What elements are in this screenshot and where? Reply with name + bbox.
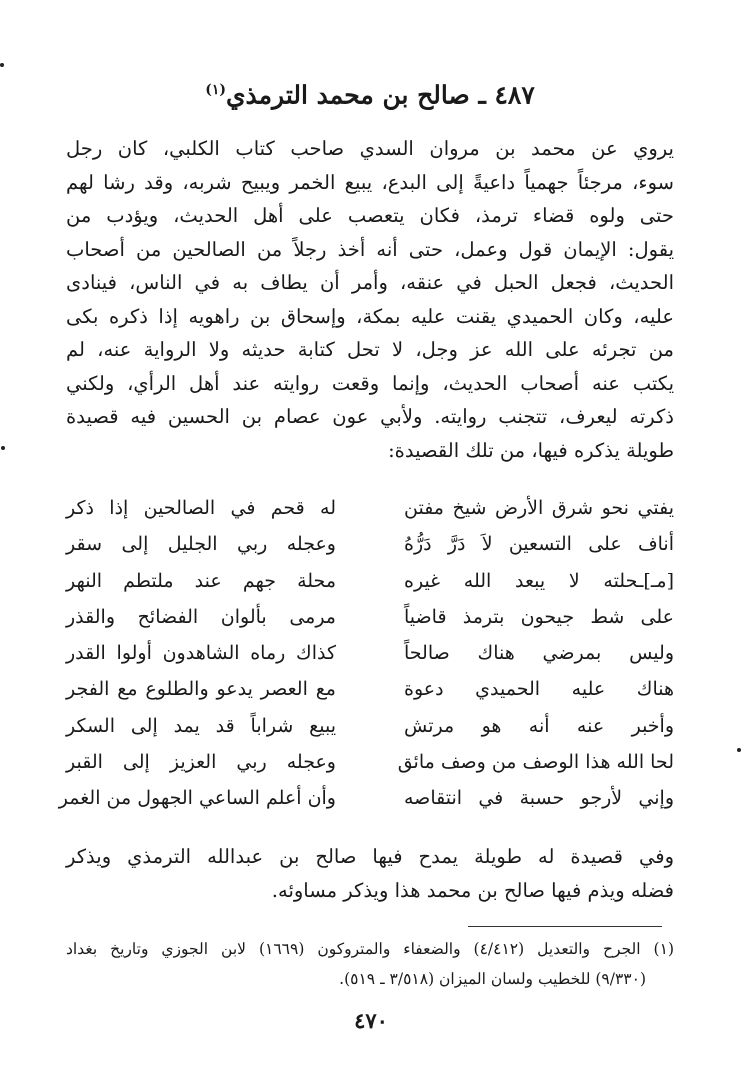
footnote-line: (١) الجرح والتعديل (٤/٤١٢) والضعفاء والمتروكون (١٦٦٩) لابن الجوزي وتاريخ بغداد — [66, 940, 674, 958]
verse-second-hemistich: يبيع شراباً قد يمد إلى السكر — [66, 714, 336, 737]
poem-verse — [66, 599, 674, 635]
text-line: وفي قصيدة له طويلة يمدح فيها صالح بن عبدالله الترمذي ويذكر — [66, 845, 674, 868]
verse-first-hemistich: أناف على التسعين لاَ دَرَّ دَرُّهُ — [404, 533, 674, 556]
footnote-line: (٩/٣٣٠) للخطيب ولسان الميزان (٣/٥١٨ ـ ٥١٩). — [339, 970, 646, 988]
verse-second-hemistich: مع العصر يدعو والطلوع مع الفجر — [66, 678, 336, 701]
verse-first-hemistich: وليس بمرضي هناك صالحاً — [404, 642, 674, 665]
margin-mark-middle — [1, 446, 5, 450]
verse-second-hemistich: وعجله ربي الجليل إلى سقر — [66, 533, 336, 556]
verse-first-hemistich: هناك عليه الحميدي دعوة — [404, 678, 674, 701]
text-line: طويلة يذكره فيها، من تلك القصيدة: — [388, 438, 674, 462]
page-number: ٤٧٠ — [354, 1008, 388, 1033]
margin-mark-right — [737, 748, 741, 752]
text-line: يقول: الإيمان قول وعمل، حتى أنه أخذ رجلاً من الصالحين من أصحاب — [66, 237, 674, 261]
text-line: عليه، وكان الحميدي يقنت عليه بمكة، وإسحاق بن راهويه إذا ذكره بكى — [66, 304, 674, 328]
text-line: فضله ويذم فيها صالح بن محمد هذا ويذكر مساوئه. — [271, 878, 674, 902]
verse-first-hemistich: وإني لأرجو حسبة في انتقاصه — [404, 787, 674, 810]
entry-title: ٤٨٧ ـ صالح بن محمد الترمذي — [225, 80, 535, 110]
verse-second-hemistich: له قحم في الصالحين إذا ذكر — [66, 497, 336, 519]
verse-second-hemistich: وعجله ربي العزيز إلى القبر — [66, 751, 336, 774]
text-line: يروي عن محمد بن مروان السدي صاحب كتاب الكلبي، كان رجل — [66, 137, 674, 160]
poem-verse — [58, 780, 674, 816]
poem-verse — [66, 490, 674, 526]
text-line: الحديث، فجعل الحبل في عنقه، وأمر أن يطاف به في الناس، فينادى — [66, 271, 674, 294]
biography-paragraph — [66, 132, 674, 467]
verse-first-hemistich: على شط جيحون بترمذ قاضياً — [404, 605, 674, 628]
verse-second-hemistich: محلة جهم عند ملتطم النهر — [66, 569, 336, 592]
footnote — [66, 934, 674, 994]
closing-paragraph — [66, 840, 674, 907]
poem-verse — [66, 708, 674, 744]
poem-verse — [66, 526, 674, 562]
text-line: حتى ولوه قضاء ترمذ، فكان يتعصب على أهل الحديث، ويؤدب من — [66, 204, 674, 227]
text-line: سوء، مرجئاً جهمياً داعيةً إلى البدع، يبيع الخمر ويبيح شربه، وقد رشا لهم — [66, 170, 674, 194]
footnote-reference: (١) — [205, 82, 226, 98]
poem-verse — [66, 671, 674, 707]
text-line: يكتب عنه أصحاب الحديث، وإنما وقعت روايته عند أهل الرأي، ولكني — [66, 371, 674, 395]
verse-first-hemistich: يفتي نحو شرق الأرض شيخ مفتن — [404, 497, 674, 519]
entry-heading — [150, 70, 590, 115]
margin-mark-top — [0, 63, 4, 67]
poem-verse — [66, 744, 674, 780]
poem-verse — [66, 563, 674, 599]
verse-second-hemistich: مرمى بألوان الفضائح والقذر — [66, 605, 336, 628]
poem — [58, 490, 674, 817]
text-line: ذكرته ليعرف، تتجنب روايته. ولأبي عون عصام بن الحسين فيه قصيدة — [66, 405, 674, 428]
verse-second-hemistich: كذاك رماه الشاهدون أولوا القدر — [66, 642, 336, 665]
verse-first-hemistich: وأخبر عنه أنه هو مرتش — [404, 714, 674, 737]
verse-second-hemistich: وأن أعلم الساعي الجهول من الغمر — [58, 787, 336, 810]
poem-verse — [66, 635, 674, 671]
verse-first-hemistich: [مـ]ـحلته لا يبعد الله غيره — [404, 569, 674, 592]
footnote-divider — [468, 926, 662, 927]
text-line: من تجرئه على الله عز وجل، لا تحل كتابة حديثه ولا الرواية عنه، لم — [66, 338, 674, 361]
verse-first-hemistich: لحا الله هذا الوصف من وصف مائق — [397, 751, 674, 774]
